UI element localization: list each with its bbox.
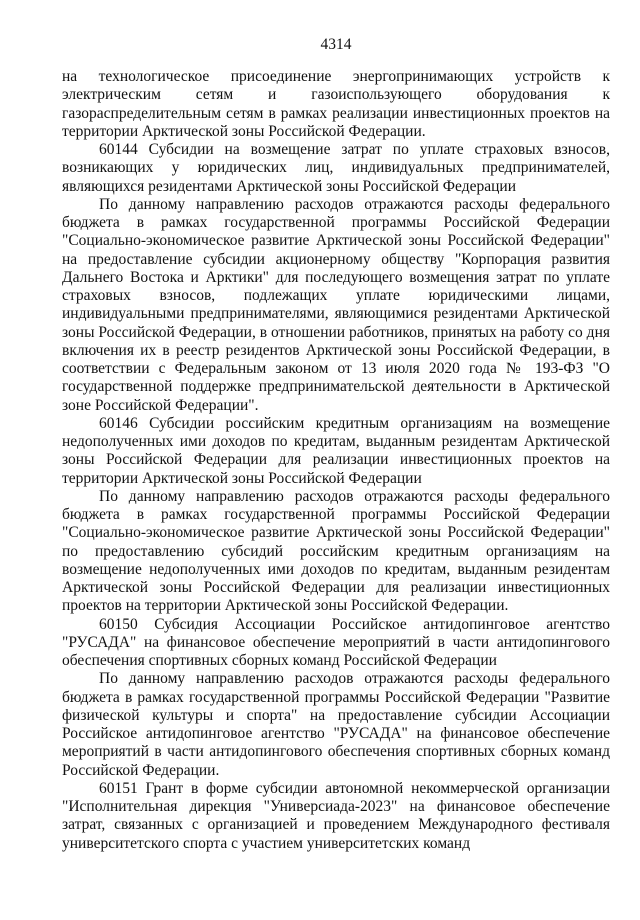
section-heading-60151: 60151 Грант в форме субсидии автономной некоммерческой организации "Исполнительная дирекция "Универсиада-2023" на финансовое обеспечение затрат, связанных с организацией и проведением Международного фестиваля университетского спорта с участием университетских команд (62, 779, 610, 852)
paragraph-60150-description: По данному направлению расходов отражаются расходы федерального бюджета в рамках государственной программы Российской Федерации "Развитие физической культуры и спорта" на предоставление субсидии Ассоциации Российское антидопинговое агентство "РУСАДА" на финансовое обеспечение мероприятий в части антидопингового обеспечения спортивных сборных команд Российской Федерации. (62, 670, 610, 779)
paragraph-60144-description: По данному направлению расходов отражаются расходы федерального бюджета в рамках государственной программы Российской Федерации "Социально-экономическое развитие Арктической зоны Российской Федерации" на предоставление субсидии акционерному обществу "Корпорация развития Дальнего Востока и Арктики" для последующего возмещения затрат по уплате страховых взносов, подлежащих уплате юридическими лицами, индивидуальными предпринимателями, являющимися резидентами Арктической зоны Российской Федерации, в отношении работников, принятых на работу со дня включения их в реестр резидентов Арктической зоны Российской Федерации, в соответствии с Федеральным законом от 13 июля 2020 года № 193-ФЗ "О государственной поддержке предпринимательской деятельности в Арктической зоне Российской Федерации". (62, 195, 610, 414)
section-heading-60150: 60150 Субсидия Ассоциации Российское антидопинговое агентство "РУСАДА" на финансовое обеспечение мероприятий в части антидопингового обеспечения спортивных сборных команд Российской Федерации (62, 615, 610, 669)
document-body (62, 68, 610, 853)
section-heading-60146: 60146 Субсидии российским кредитным организациям на возмещение недополученных ими доходов по кредитам, выданным резидентам Арктической зоны Российской Федерации для реализации инвестиционных проектов на территории Арктической зоны Российской Федерации (62, 414, 610, 487)
paragraph-continuation: на технологическое присоединение энергопринимающих устройств к электрическим сетям и газоиспользующего оборудования к газораспределительным сетям в рамках реализации инвестиционных проектов на территории Арктической зоны Российской Федерации. (62, 68, 610, 140)
paragraph-60146-description: По данному направлению расходов отражаются расходы федерального бюджета в рамках государственной программы Российской Федерации "Социально-экономическое развитие Арктической зоны Российской Федерации" по предоставлению субсидий российским кредитным организациям на возмещение недополученных ими доходов по кредитам, выданным резидентам Арктической зоны Российской Федерации для реализации инвестиционных проектов на территории Арктической зоны Российской Федерации. (62, 487, 610, 615)
section-heading-60144: 60144 Субсидии на возмещение затрат по уплате страховых взносов, возникающих у юридических лиц, индивидуальных предпринимателей, являющихся резидентами Арктической зоны Российской Федерации (62, 141, 610, 195)
page-number: 4314 (320, 36, 352, 53)
